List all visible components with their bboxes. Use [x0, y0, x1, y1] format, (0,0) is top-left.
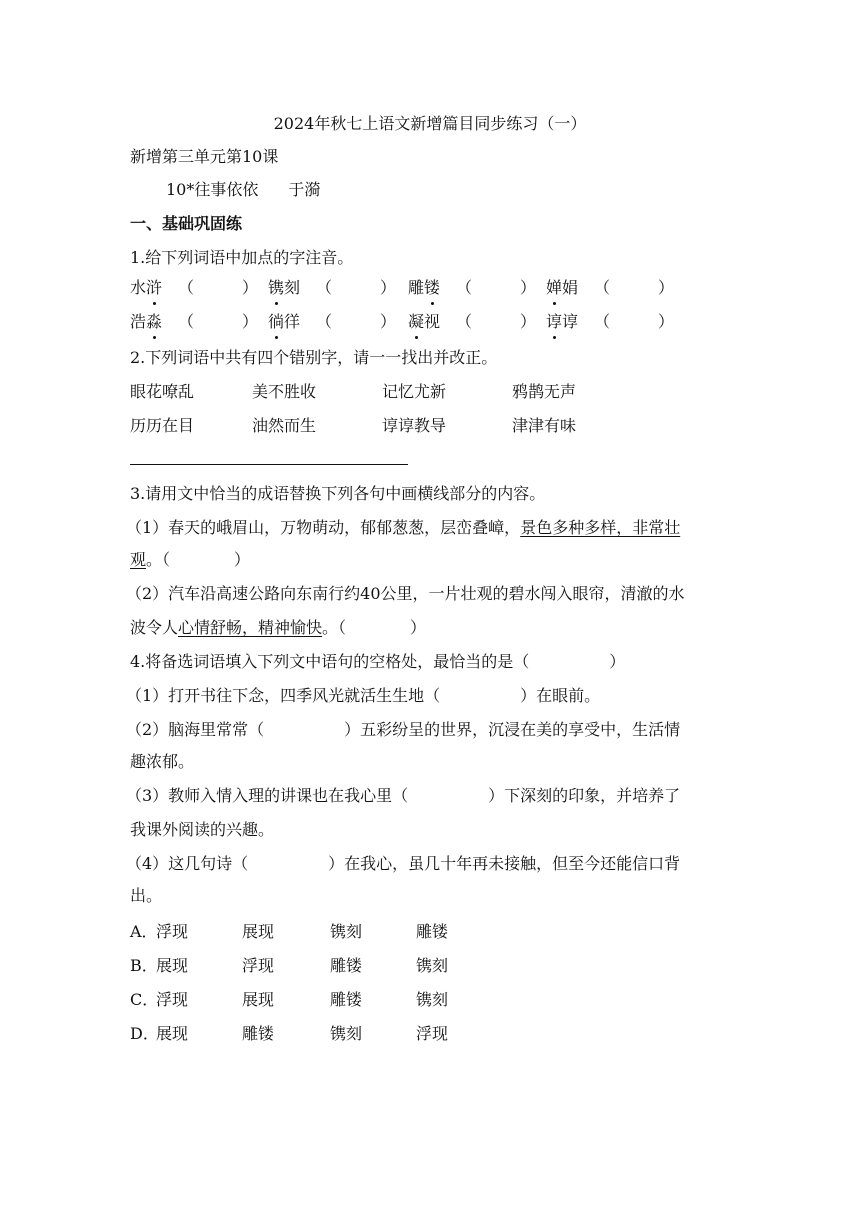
option-word: 雕镂 [416, 922, 449, 941]
q2-word: 津津有味 [512, 416, 577, 435]
q1-stem: 1.给下列词语中加点的字注音。 [130, 248, 354, 267]
q4-sentence-2-line-1: （2）脑海里常常（ ）五彩纷呈的世界，沉浸在美的享受中，生活情 [126, 720, 681, 739]
q3-stem: 3.请用文中恰当的成语替换下列各句中画横线部分的内容。 [130, 484, 546, 503]
option-word: 雕镂 [330, 990, 363, 1009]
q4-sentence-3-line-1: （3）教师入情入理的讲课也在我心里（ ）下深刻的印象，并培养了 [126, 786, 681, 805]
option-word: 展现 [156, 956, 189, 975]
q3-sentence-1-line-1: （1）春天的峨眉山，万物萌动，郁郁葱葱，层峦叠嶂，景色多种多样，非常壮 [126, 518, 681, 537]
option-word: 展现 [242, 990, 275, 1009]
q1-word: 浩淼 [130, 310, 162, 334]
q1-answer-blank[interactable]: （ ） [178, 278, 259, 297]
q4-option-b[interactable] [130, 954, 530, 978]
q3-sentence-1-line-2 [130, 548, 250, 572]
q1-answer-blank[interactable]: （ ） [456, 312, 537, 331]
underlined-phrase: 心情舒畅，精神愉快 [178, 618, 323, 637]
q4-option-d[interactable] [130, 1022, 530, 1046]
unit-label: 新增第三单元第10课 [130, 147, 279, 166]
q4-stem: 4.将备选词语填入下列文中语句的空格处，最恰当的是（ ） [130, 652, 626, 671]
q1-answer-blank[interactable]: （ ） [594, 312, 675, 331]
option-word: 浮现 [156, 922, 189, 941]
option-word: 镌刻 [330, 922, 363, 941]
q1-answer-blank[interactable]: （ ） [178, 312, 259, 331]
lesson-title: 10*往事依依 [166, 180, 259, 199]
answer-blank[interactable]: 。（ ） [322, 618, 427, 637]
option-word: 镌刻 [416, 990, 449, 1009]
lesson-author: 于漪 [288, 180, 321, 199]
option-word: 镌刻 [330, 1024, 363, 1043]
q4-sentence-4-line-2: 出。 [130, 886, 163, 905]
q2-row-1 [130, 380, 730, 404]
q1-word: 徜徉 [268, 310, 300, 334]
q1-word: 镌刻 [268, 276, 300, 300]
option-word: 展现 [242, 922, 275, 941]
q2-word: 眼花嘹乱 [130, 382, 195, 401]
q4-sentence-3-line-2: 我课外阅读的兴趣。 [130, 820, 275, 839]
option-letter: D． [130, 1024, 159, 1043]
option-word: 雕镂 [242, 1024, 275, 1043]
option-word: 浮现 [242, 956, 275, 975]
option-word: 浮现 [416, 1024, 449, 1043]
q3-sentence-2-line-1: （2）汽车沿高速公路向东南行约40公里，一片壮观的碧水闯入眼帘，清澈的水 [126, 584, 685, 603]
underlined-phrase: 景色多种多样，非常壮 [520, 518, 681, 537]
q1-answer-blank[interactable]: （ ） [594, 278, 675, 297]
q1-answer-blank[interactable]: （ ） [316, 312, 397, 331]
q4-sentence-1: （1）打开书往下念，四季风光就活生生地（ ）在眼前。 [126, 686, 601, 705]
option-word: 浮现 [156, 990, 189, 1009]
q1-word: 婵娟 [546, 276, 578, 300]
q2-word: 鸦鹊无声 [512, 382, 577, 401]
q2-word: 谆谆教导 [382, 416, 447, 435]
underlined-phrase: 观 [130, 550, 147, 569]
q2-answer-line[interactable] [130, 464, 408, 465]
q1-word: 谆谆 [546, 310, 578, 334]
option-word: 雕镂 [330, 956, 363, 975]
q2-row-2 [130, 414, 730, 438]
q2-word: 美不胜收 [252, 382, 317, 401]
option-letter: C． [130, 990, 159, 1009]
q4-option-c[interactable] [130, 988, 530, 1012]
lesson-header [166, 178, 320, 202]
q1-answer-blank[interactable]: （ ） [456, 278, 537, 297]
q1-word: 凝视 [408, 310, 440, 334]
q1-row-1 [130, 276, 730, 300]
q1-answer-blank[interactable]: （ ） [316, 278, 397, 297]
option-word: 展现 [156, 1024, 189, 1043]
option-word: 镌刻 [416, 956, 449, 975]
q2-word: 历历在目 [130, 416, 195, 435]
section-heading: 一、基础巩固练 [130, 214, 243, 233]
option-letter: B． [130, 956, 158, 975]
q4-option-a[interactable] [130, 920, 530, 944]
q2-word: 油然而生 [252, 416, 317, 435]
q1-word: 水浒 [130, 276, 162, 300]
q2-stem: 2.下列词语中共有四个错别字，请一一找出并改正。 [130, 348, 498, 367]
q3-sentence-2-line-2: 波令人心情舒畅，精神愉快。（ ） [130, 618, 427, 637]
q1-row-2 [130, 310, 730, 334]
option-letter: A． [130, 922, 158, 941]
q4-sentence-4-line-1: （4）这几句诗（ ）在我心，虽几十年再未接触，但至今还能信口背 [126, 854, 681, 873]
q2-word: 记忆尤新 [382, 382, 447, 401]
answer-blank[interactable]: 。（ ） [146, 550, 251, 569]
q4-sentence-2-line-2: 趣浓郁。 [130, 752, 195, 771]
document-title: 2024年秋七上语文新增篇目同步练习（一） [273, 114, 587, 133]
q1-word: 雕镂 [408, 276, 440, 300]
